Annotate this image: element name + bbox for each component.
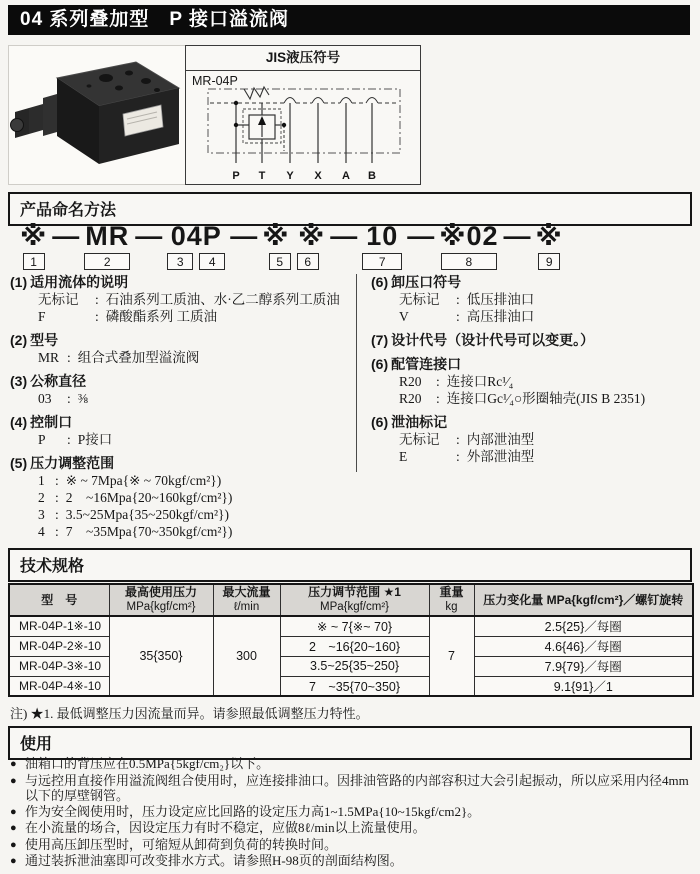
item-number: (6) — [371, 414, 389, 430]
item-title: 泄油标记 — [391, 414, 448, 430]
cell-max-flow: 300 — [213, 616, 280, 696]
header-max-flow: 最大流量 ℓ/min — [213, 584, 280, 616]
bullet-icon: ● — [10, 838, 17, 851]
header-pressure-change: 压力变化量 MPa{kgf/cm²}／螺钉旋转 — [474, 584, 693, 616]
cell-model: MR-04P-2※-10 — [9, 636, 109, 656]
cell-max-pressure: 35{350} — [109, 616, 213, 696]
item-line: R20 : 连接口Rc¹⁄₄ — [399, 374, 514, 389]
usage-bullet: ● 与远控用直接作用溢流阀组合使用时，应连接排油口。因排油管路的内部容积过大会引起振动，所以应采用内径4mm以下的厚壁钢管。 — [10, 772, 689, 803]
item-title: 型号 — [30, 332, 59, 348]
item-line: 03 : ⅜ — [38, 391, 88, 406]
code-text: ※02 — [439, 221, 499, 251]
bullet-icon: ● — [10, 774, 17, 787]
port-label-a: A — [342, 170, 350, 182]
code-group — [439, 223, 498, 270]
code-separator: — — [135, 221, 163, 251]
code-group — [20, 223, 47, 270]
port-label-y: Y — [286, 170, 294, 182]
code-box: 2 — [84, 253, 130, 270]
item-line: 无标记 : 内部泄油型 — [399, 432, 535, 447]
code-text: ※ — [20, 221, 48, 251]
naming-item-7 — [371, 332, 692, 349]
item-number: (4) — [10, 414, 28, 430]
naming-item-3 — [10, 373, 356, 407]
port-label-t: T — [258, 170, 266, 182]
code-separator: — — [503, 221, 531, 251]
code-box: 9 — [538, 253, 560, 270]
items-right-column — [356, 274, 692, 472]
header-weight: 重量 kg — [429, 584, 474, 616]
code-box: 7 — [362, 253, 402, 270]
code-group — [167, 223, 225, 270]
items-left-column — [10, 274, 356, 542]
cell-model: MR-04P-3※-10 — [9, 656, 109, 676]
item-title: 控制口 — [30, 414, 73, 430]
usage-list — [10, 756, 690, 870]
item-title: 适用流体的说明 — [30, 274, 129, 290]
item-title: 卸压口符号 — [391, 274, 462, 290]
usage-bullet: ● 在小流量的场合，因设定压力有时不稳定，应做8ℓ/min以上流量使用。 — [10, 820, 426, 835]
naming-item-6 — [371, 274, 692, 325]
bullet-icon: ● — [10, 805, 17, 818]
naming-item-8 — [371, 356, 692, 407]
jis-model-label: MR-04P — [192, 74, 238, 88]
item-line: F : 磷酸酯系列 工质油 — [38, 309, 218, 324]
specs-table — [8, 583, 694, 697]
usage-bullet: ● 作为安全阀使用时，压力设定应比回路的设定压力高1~1.5MPa{10~15kgf/cm2}。 — [10, 803, 481, 819]
item-line: P : P接口 — [38, 432, 113, 447]
item-number: (2) — [10, 332, 28, 348]
item-number: (1) — [10, 274, 28, 290]
code-text: ※ — [535, 221, 563, 251]
cell-change: 4.6{46}／每圈 — [474, 636, 693, 656]
code-text: MR — [85, 221, 130, 251]
code-box: 4 — [199, 253, 225, 270]
section-title-specs: 技术规格 — [8, 548, 692, 582]
item-number: (3) — [10, 373, 28, 389]
item-title: 公称直径 — [30, 373, 87, 389]
cell-range: 3.5~25{35~250} — [280, 656, 429, 676]
item-title: 配管连接口 — [391, 356, 462, 372]
code-group — [262, 223, 325, 270]
section-title-usage: 使用 — [8, 726, 692, 760]
item-number: (7) — [371, 332, 389, 348]
code-box: 1 — [23, 253, 45, 270]
jis-panel-body — [186, 71, 420, 184]
code-separator: — — [52, 221, 80, 251]
item-title: 压力调整范围 — [30, 455, 115, 471]
header-pressure-range: 压力调节范围 ★1 MPa{kgf/cm²} — [280, 584, 429, 616]
code-text: 10 — [366, 221, 399, 251]
cell-weight: 7 — [429, 616, 474, 696]
section-title-naming: 产品命名方法 — [8, 192, 692, 226]
code-box: 3 — [167, 253, 193, 270]
cell-range: 7 ~35{70~350} — [280, 676, 429, 696]
code-box: 8 — [441, 253, 497, 270]
code-group — [536, 223, 563, 270]
code-box: 6 — [297, 253, 319, 270]
item-line: R20 : 连接口Gc¹⁄₄○形圈轴壳(JIS B 2351) — [399, 391, 646, 406]
item-line: V : 高压排油口 — [399, 309, 535, 324]
cell-range: 2 ~16{20~160} — [280, 636, 429, 656]
naming-item-1 — [10, 274, 356, 325]
header-max-pressure: 最高使用压力 MPa{kgf/cm²} — [109, 584, 213, 616]
header-model: 型 号 — [9, 584, 109, 616]
code-text: 04P — [170, 221, 222, 251]
cell-model: MR-04P-1※-10 — [9, 616, 109, 636]
item-line: 2 : 2 ~16Mpa{20~160kgf/cm²}) — [38, 490, 233, 505]
item-title: 设计代号（设计代号可以变更。） — [391, 332, 595, 348]
jis-panel-header: JIS液压符号 — [186, 46, 420, 71]
code-separator: — — [230, 221, 258, 251]
naming-items — [10, 274, 692, 542]
media-row — [8, 45, 692, 185]
naming-item-9 — [371, 414, 692, 465]
item-number: (5) — [10, 455, 28, 471]
port-label-x: X — [314, 170, 322, 182]
cell-range: ※ ~ 7{※~ 70} — [280, 616, 429, 636]
item-line: 4 : 7 ~35Mpa{70~350kgf/cm²}) — [38, 524, 233, 539]
code-group — [362, 223, 402, 270]
bullet-icon: ● — [10, 758, 17, 770]
code-separator: — — [330, 221, 358, 251]
usage-bullet: ● 油箱口的背压应在0.5MPa{5kgf/cm₂}以下。 — [10, 756, 270, 771]
cell-change: 7.9{79}／每圈 — [474, 656, 693, 676]
table-row — [9, 616, 693, 636]
hydraulic-circuit-diagram — [192, 79, 414, 187]
jis-symbol-panel — [185, 45, 421, 185]
usage-bullet: ● 使用高压卸压型时，可缩短从卸荷到负荷的转换时间。 — [10, 836, 338, 852]
item-number: (6) — [371, 274, 389, 290]
port-label-p: P — [232, 170, 240, 182]
code-box: 5 — [269, 253, 291, 270]
code-separator: — — [407, 221, 435, 251]
code-group — [84, 223, 130, 270]
cell-change: 2.5{25}／每圈 — [474, 616, 693, 636]
naming-item-5 — [10, 455, 356, 540]
naming-item-4 — [10, 414, 356, 448]
table-footnote: 注) ★1. 最低调整压力因流量而异。请参照最低调整压力特性。 — [10, 706, 369, 721]
naming-item-2 — [10, 332, 356, 366]
item-line: 无标记 : 石油系列工质油、水·乙二醇系列工质油 — [38, 292, 340, 307]
item-line: MR : 组合式叠加型溢流阀 — [38, 350, 200, 365]
model-code-row — [18, 223, 565, 270]
cell-change: 9.1{91}／1 — [474, 676, 693, 696]
bullet-icon: ● — [10, 822, 17, 834]
specs-header-row — [9, 584, 693, 616]
cell-model: MR-04P-4※-10 — [9, 676, 109, 696]
item-line: 3 : 3.5~25Mpa{35~250kgf/cm²}) — [38, 507, 229, 522]
code-text: ※ ※ — [262, 221, 326, 251]
item-line: 无标记 : 低压排油口 — [399, 292, 535, 307]
bullet-icon: ● — [10, 855, 17, 867]
item-number: (6) — [371, 356, 389, 372]
item-line: 1 : ※ ~ 7Mpa{※ ~ 70kgf/cm²}) — [38, 473, 222, 488]
page-title: 04 系列叠加型 P 接口溢流阀 — [8, 5, 690, 35]
port-label-b: B — [368, 170, 376, 182]
item-line: E : 外部泄油型 — [399, 449, 535, 464]
usage-bullet: ● 通过装拆泄油塞即可改变排水方式。请参照H-98页的剖面结构图。 — [10, 853, 403, 868]
product-photo — [8, 45, 185, 185]
valve-photo-illustration — [9, 46, 184, 184]
